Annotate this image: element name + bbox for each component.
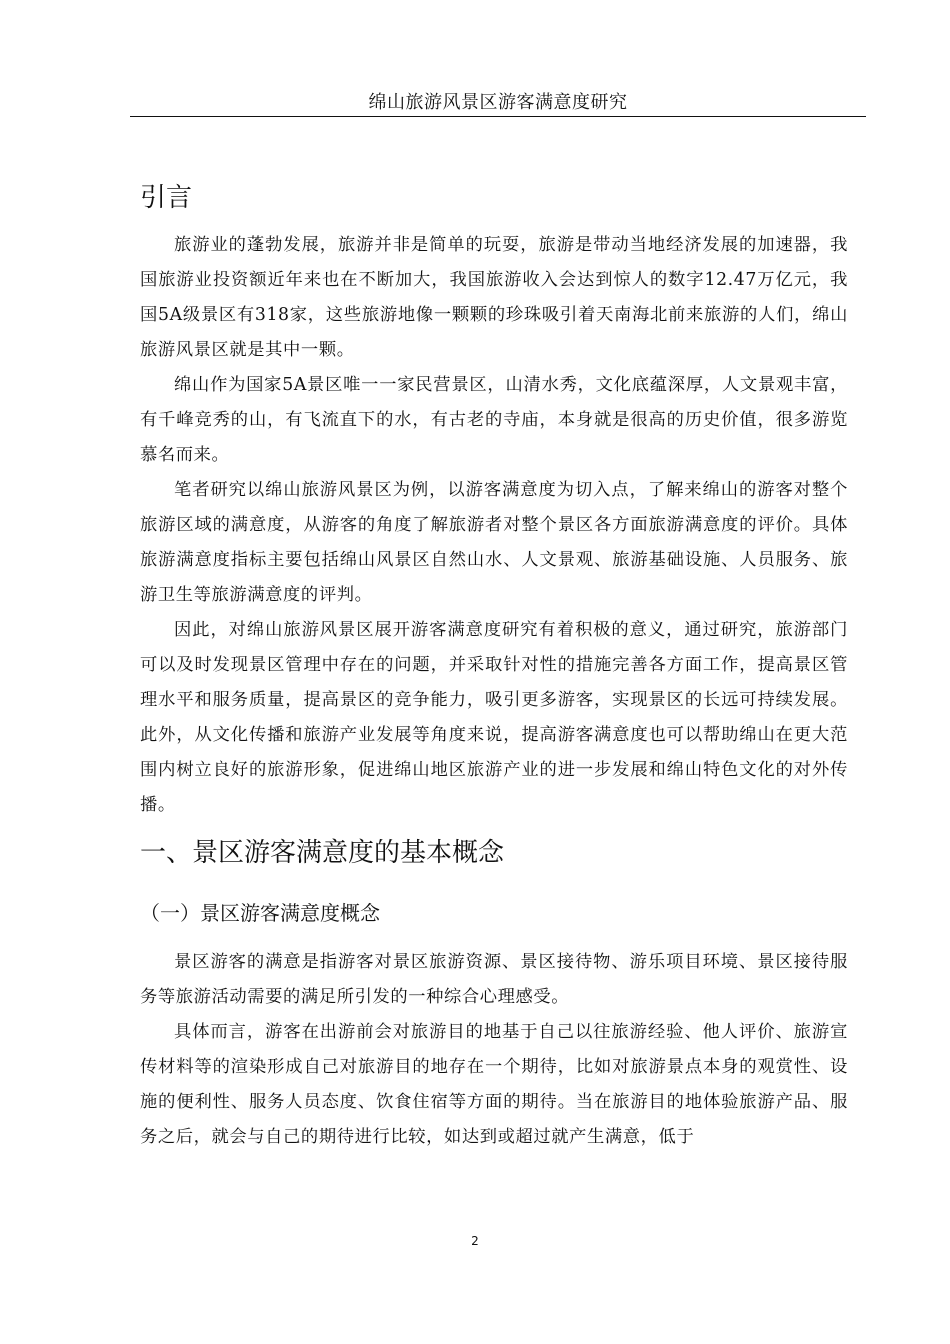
page-number: 2 xyxy=(471,1234,479,1248)
intro-heading: 引言 xyxy=(140,183,193,213)
header-rule xyxy=(130,116,866,117)
chapter-heading: 一、景区游客满意度的基本概念 xyxy=(140,838,505,868)
running-header: 绵山旅游风景区游客满意度研究 xyxy=(368,92,628,113)
section-paragraph-2: 具体而言，游客在出游前会对旅游目的地基于自己以往旅游经验、他人评价、旅游宣传材料等的渲染形成自己对旅游目的地存在一个期待，比如对旅游景点本身的观赏性、设施的便利性、服务人员态度、饮食住宿等方面的期待。当在旅游目的地体验旅游产品、服务之后，就会与自己的期待进行比较，如达到或超过就产生满意，低于 xyxy=(140,1022,848,1147)
intro-paragraph-2: 绵山作为国家5A景区唯一一家民营景区，山清水秀，文化底蕴深厚，人文景观丰富，有千峰竞秀的山，有飞流直下的水，有古老的寺庙，本身就是很高的历史价值，很多游览慕名而来。 xyxy=(140,375,848,465)
section-heading: （一）景区游客满意度概念 xyxy=(140,901,380,925)
intro-paragraph-1: 旅游业的蓬勃发展，旅游并非是简单的玩耍，旅游是带动当地经济发展的加速器，我国旅游业投资额近年来也在不断加大，我国旅游收入会达到惊人的数字12.47万亿元，我国5A级景区有318家，这些旅游地像一颗颗的珍珠吸引着天南海北前来旅游的人们，绵山旅游风景区就是其中一颗。 xyxy=(140,235,848,360)
section-paragraph-1: 景区游客的满意是指游客对景区旅游资源、景区接待物、游乐项目环境、景区接待服务等旅游活动需要的满足所引发的一种综合心理感受。 xyxy=(140,952,848,1007)
page-body xyxy=(140,170,848,1155)
intro-paragraph-4: 因此，对绵山旅游风景区展开游客满意度研究有着积极的意义，通过研究，旅游部门可以及时发现景区管理中存在的问题，并采取针对性的措施完善各方面工作，提高景区管理水平和服务质量，提高景区的竞争能力，吸引更多游客，实现景区的长远可持续发展。此外，从文化传播和旅游产业发展等角度来说，提高游客满意度也可以帮助绵山在更大范围内树立良好的旅游形象，促进绵山地区旅游产业的进一步发展和绵山特色文化的对外传播。 xyxy=(140,620,848,815)
intro-paragraph-3: 笔者研究以绵山旅游风景区为例，以游客满意度为切入点，了解来绵山的游客对整个旅游区域的满意度，从游客的角度了解旅游者对整个景区各方面旅游满意度的评价。具体旅游满意度指标主要包括绵山风景区自然山水、人文景观、旅游基础设施、人员服务、旅游卫生等旅游满意度的评判。 xyxy=(140,480,848,605)
